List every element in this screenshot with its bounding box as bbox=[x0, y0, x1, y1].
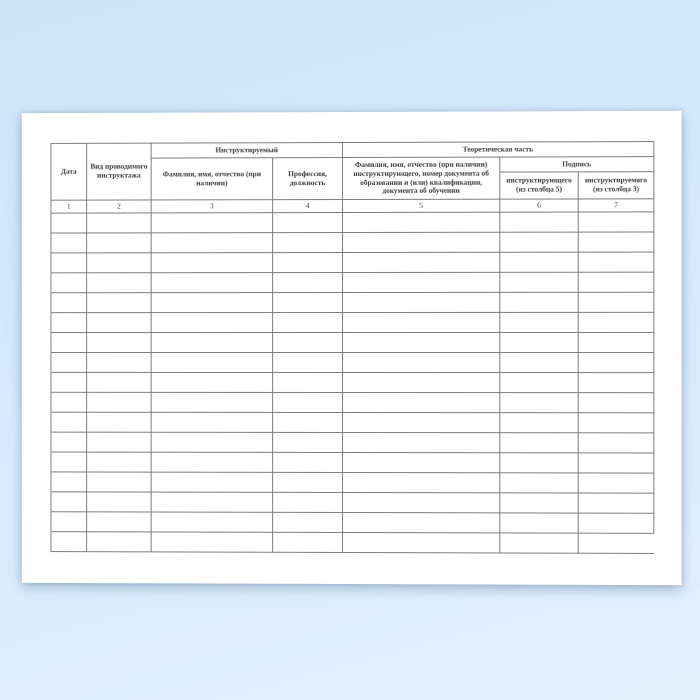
column-number: 1 bbox=[51, 200, 87, 213]
empty-cell bbox=[343, 232, 500, 252]
empty-cell bbox=[87, 492, 152, 512]
empty-cell bbox=[578, 413, 654, 433]
empty-cell bbox=[343, 352, 500, 372]
empty-cell bbox=[151, 213, 272, 233]
empty-cell bbox=[500, 212, 578, 232]
table-row bbox=[51, 352, 654, 372]
empty-cell bbox=[500, 413, 578, 433]
empty-cell bbox=[87, 293, 152, 313]
empty-cell bbox=[87, 472, 152, 492]
empty-cell bbox=[151, 273, 272, 293]
table-row bbox=[51, 332, 654, 352]
empty-cell bbox=[578, 232, 654, 252]
empty-cell bbox=[87, 452, 152, 472]
empty-cell bbox=[151, 472, 272, 492]
empty-cell bbox=[51, 313, 87, 333]
empty-cell bbox=[51, 372, 87, 392]
table-row bbox=[51, 232, 654, 253]
empty-cell bbox=[87, 213, 152, 233]
empty-cell bbox=[500, 433, 578, 453]
header-date: Дата bbox=[51, 143, 87, 200]
column-number: 7 bbox=[578, 199, 654, 212]
table-row bbox=[51, 252, 654, 273]
empty-cell bbox=[273, 213, 343, 233]
empty-cell bbox=[273, 512, 343, 532]
empty-cell bbox=[51, 352, 87, 372]
empty-cell bbox=[500, 332, 578, 352]
header-instructed-profession: Профессия, должность bbox=[273, 158, 343, 200]
empty-cell bbox=[500, 373, 578, 393]
empty-cell bbox=[343, 372, 500, 392]
header-signature-instructor: инструктирующего (из столбца 5) bbox=[500, 172, 578, 199]
empty-cell bbox=[500, 533, 578, 553]
empty-cell bbox=[578, 513, 654, 533]
empty-cell bbox=[273, 293, 343, 313]
table-row bbox=[51, 272, 654, 293]
instruction-log-table bbox=[50, 141, 654, 554]
empty-cell bbox=[500, 453, 578, 473]
empty-cell bbox=[151, 512, 272, 532]
empty-cell bbox=[273, 452, 343, 472]
empty-cell bbox=[500, 232, 578, 252]
empty-cell bbox=[500, 292, 578, 312]
empty-cell bbox=[51, 233, 87, 253]
table-row bbox=[51, 472, 654, 493]
header-instructed-name: Фамилия, имя, отчество (при наличии) bbox=[151, 158, 272, 200]
empty-cell bbox=[151, 412, 272, 432]
column-number: 5 bbox=[343, 199, 500, 212]
empty-cell bbox=[87, 512, 152, 532]
empty-cell bbox=[87, 432, 152, 452]
empty-cell bbox=[500, 513, 578, 533]
empty-cell bbox=[500, 493, 578, 513]
empty-cell bbox=[151, 532, 272, 552]
empty-cell bbox=[578, 332, 654, 352]
empty-cell bbox=[273, 372, 343, 392]
empty-cell bbox=[51, 412, 87, 432]
empty-cell bbox=[343, 452, 500, 472]
empty-cell bbox=[343, 252, 500, 272]
empty-cell bbox=[500, 272, 578, 292]
empty-cell bbox=[87, 313, 152, 333]
empty-cell bbox=[51, 253, 87, 273]
empty-cell bbox=[578, 433, 654, 453]
table-body bbox=[51, 212, 654, 554]
empty-cell bbox=[87, 392, 152, 412]
empty-cell bbox=[87, 273, 152, 293]
empty-cell bbox=[51, 213, 87, 233]
empty-cell bbox=[578, 252, 654, 272]
empty-cell bbox=[273, 253, 343, 273]
header-group-signature: Подпись bbox=[500, 157, 654, 172]
empty-cell bbox=[87, 352, 152, 372]
header-instruction-type: Вид проводимого инструктажа bbox=[87, 143, 152, 200]
empty-cell bbox=[273, 532, 343, 552]
empty-cell bbox=[500, 252, 578, 272]
empty-cell bbox=[343, 292, 500, 312]
empty-cell bbox=[51, 492, 87, 512]
empty-cell bbox=[151, 372, 272, 392]
empty-cell bbox=[151, 333, 272, 353]
empty-cell bbox=[273, 233, 343, 253]
column-number: 6 bbox=[500, 199, 578, 212]
empty-cell bbox=[87, 372, 152, 392]
empty-cell bbox=[273, 392, 343, 412]
empty-cell bbox=[273, 412, 343, 432]
empty-cell bbox=[51, 273, 87, 293]
empty-cell bbox=[343, 332, 500, 352]
table-row bbox=[51, 512, 654, 534]
empty-cell bbox=[578, 312, 654, 332]
empty-cell bbox=[273, 432, 343, 452]
empty-cell bbox=[273, 352, 343, 372]
empty-cell bbox=[87, 253, 152, 273]
empty-cell bbox=[578, 533, 654, 553]
empty-cell bbox=[151, 293, 272, 313]
empty-cell bbox=[343, 432, 500, 452]
empty-cell bbox=[151, 392, 272, 412]
empty-cell bbox=[273, 313, 343, 333]
empty-cell bbox=[87, 412, 152, 432]
empty-cell bbox=[51, 432, 87, 452]
table-row bbox=[51, 432, 654, 453]
header-group-instructed: Инструктируемый bbox=[151, 143, 342, 159]
header-signature-instructed: инструктируемого (из столбца 3) bbox=[578, 172, 654, 199]
empty-cell bbox=[51, 333, 87, 353]
table-row bbox=[51, 372, 654, 392]
empty-cell bbox=[578, 272, 654, 292]
column-number-row bbox=[51, 199, 654, 213]
table-row bbox=[51, 452, 654, 473]
document-page bbox=[22, 111, 682, 585]
empty-cell bbox=[578, 453, 654, 473]
empty-cell bbox=[87, 333, 152, 353]
empty-cell bbox=[87, 532, 152, 552]
empty-cell bbox=[343, 312, 500, 332]
table-row bbox=[51, 412, 654, 433]
table-row bbox=[51, 532, 654, 554]
empty-cell bbox=[151, 432, 272, 452]
empty-cell bbox=[343, 392, 500, 412]
column-number: 2 bbox=[87, 200, 152, 213]
empty-cell bbox=[151, 452, 272, 472]
empty-cell bbox=[151, 253, 272, 273]
empty-cell bbox=[273, 472, 343, 492]
table-row bbox=[51, 392, 654, 413]
column-number: 4 bbox=[273, 200, 343, 213]
header-group-theory: Теоретическая часть bbox=[343, 142, 654, 158]
empty-cell bbox=[343, 492, 500, 512]
empty-cell bbox=[500, 473, 578, 493]
empty-cell bbox=[87, 233, 152, 253]
empty-cell bbox=[578, 393, 654, 413]
table-header bbox=[51, 142, 654, 214]
empty-cell bbox=[51, 512, 87, 532]
header-row-groups bbox=[51, 142, 654, 159]
empty-cell bbox=[273, 333, 343, 353]
empty-cell bbox=[51, 392, 87, 412]
empty-cell bbox=[500, 353, 578, 373]
empty-cell bbox=[343, 532, 500, 552]
empty-cell bbox=[343, 212, 500, 232]
empty-cell bbox=[343, 512, 500, 532]
empty-cell bbox=[343, 272, 500, 292]
table-row bbox=[51, 492, 654, 513]
empty-cell bbox=[578, 212, 654, 232]
empty-cell bbox=[151, 492, 272, 512]
header-instructor-name-doc: Фамилия, имя, отчество (при наличии) инструктирующего, номер документа об образовании и (или) квалификации, документа об обучении bbox=[343, 157, 500, 199]
empty-cell bbox=[51, 532, 87, 552]
empty-cell bbox=[500, 393, 578, 413]
empty-cell bbox=[51, 472, 87, 492]
empty-cell bbox=[151, 352, 272, 372]
table-row bbox=[51, 212, 654, 233]
empty-cell bbox=[273, 273, 343, 293]
empty-cell bbox=[51, 452, 87, 472]
table-row bbox=[51, 292, 654, 312]
empty-cell bbox=[343, 472, 500, 492]
empty-cell bbox=[51, 293, 87, 313]
empty-cell bbox=[578, 353, 654, 373]
empty-cell bbox=[578, 373, 654, 393]
table-row bbox=[51, 312, 654, 332]
empty-cell bbox=[343, 412, 500, 432]
empty-cell bbox=[578, 473, 654, 493]
empty-cell bbox=[151, 313, 272, 333]
empty-cell bbox=[500, 312, 578, 332]
empty-cell bbox=[151, 233, 272, 253]
empty-cell bbox=[578, 292, 654, 312]
empty-cell bbox=[273, 492, 343, 512]
empty-cell bbox=[578, 493, 654, 513]
column-number: 3 bbox=[151, 200, 272, 213]
